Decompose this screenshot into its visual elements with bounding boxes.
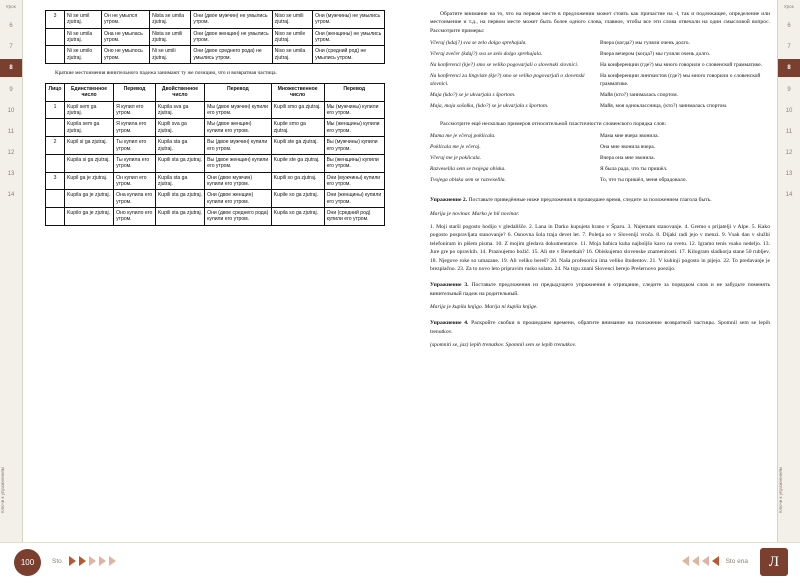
- cell-dual-ru: Они (двое мужчин) не умылись утром.: [191, 11, 272, 29]
- cell-dual-sl: Nista se umili zjutraj.: [150, 28, 191, 46]
- example-slovene: Včeraj me je poklicala.: [430, 155, 482, 162]
- rail-number[interactable]: 10: [7, 107, 15, 114]
- prev-page-controls[interactable]: [48, 556, 116, 566]
- right-rail-vertical-label: Ключи к упражнениям: [778, 466, 783, 513]
- rail-number[interactable]: 9: [787, 86, 791, 93]
- prev-arrow-icon[interactable]: [692, 556, 699, 566]
- example-row: [430, 73, 770, 92]
- cell-dual-sl: Kupili sta ga zjutraj.: [155, 208, 204, 226]
- cell-singular-ru: Она купила его утром.: [114, 190, 156, 208]
- left-rail-title: Урок: [5, 4, 17, 9]
- publisher-logo: Л: [760, 548, 788, 576]
- cell-plural-ru: Вы (мужчины) купили его утром.: [324, 137, 384, 155]
- row-number: [46, 28, 65, 46]
- cell-dual-sl: Nista se umila zjutraj.: [150, 11, 191, 29]
- next-arrow-icon[interactable]: [89, 556, 96, 566]
- rail-number[interactable]: 13: [785, 170, 793, 177]
- header-person: Лицо: [46, 83, 65, 101]
- rail-number[interactable]: 6: [787, 22, 791, 29]
- cell-singular-ru: Ты купила его утром.: [114, 154, 156, 172]
- exercise-4-intro: [430, 319, 770, 336]
- rail-number-active[interactable]: 8: [0, 59, 22, 77]
- rail-number[interactable]: 12: [785, 149, 793, 156]
- rail-number[interactable]: 14: [7, 191, 15, 198]
- example-row: [430, 177, 770, 188]
- rail-number[interactable]: 13: [7, 170, 15, 177]
- cell-dual-sl: Kupila sva ga zjutraj.: [155, 101, 204, 119]
- exercise-3-instruction: Поставьте предложения из предыдущего упражнения в отрицание, следите за порядком слов и не забудьте поменять винительный падеж на родительный.: [430, 282, 770, 297]
- cell-dual-sl: Kupila sta ga zjutraj.: [155, 137, 204, 155]
- cell-plural-ru: Мы (женщины) купили его утром.: [324, 119, 384, 137]
- example-row: [430, 51, 770, 62]
- header-singular-translation: Перевод: [114, 83, 156, 101]
- cell-plural-sl: Kupile ste ga zjutraj.: [271, 154, 324, 172]
- cell-plural-ru: Они (мужчины) купили его утром.: [324, 172, 384, 190]
- example-slovene: Poklicala me je včeraj.: [430, 144, 481, 151]
- cell-singular-sl: Kupil si ga zjutraj.: [65, 137, 114, 155]
- cell-plural-sl: Niso se umili zjutraj.: [272, 11, 312, 29]
- table-row: [46, 154, 385, 172]
- exercise-3-heading: Упражнение 3.: [430, 282, 469, 289]
- example-row: [430, 40, 770, 51]
- rail-number[interactable]: 14: [785, 191, 793, 198]
- exercise-2: [430, 196, 770, 273]
- example-russian: Майя, моя одноклассница, (кто?) занималась спортом.: [600, 102, 728, 109]
- row-number: [46, 208, 65, 226]
- table-row: [46, 190, 385, 208]
- cell-dual-ru: Мы (двое женщин) купили его утром.: [205, 119, 271, 137]
- example-row: [430, 166, 770, 177]
- row-number: [46, 190, 65, 208]
- bottom-right-page-label: Sto ena: [725, 557, 748, 565]
- exercise-2-sample: Marija je novinar. Marko je bil novinar.: [430, 210, 520, 217]
- example-russian: Вчера вечером (когда?) мы гуляли очень долго.: [600, 51, 711, 58]
- rail-number[interactable]: 10: [785, 107, 793, 114]
- row-number: 1: [46, 101, 65, 119]
- left-rail-lesson-numbers: [0, 15, 22, 205]
- exercise-4: [430, 319, 770, 349]
- cell-plural-ru: Они (мужчины) не умылись утром.: [313, 11, 385, 29]
- header-dual-translation: Перевод: [205, 83, 271, 101]
- row-number: 3: [46, 11, 65, 29]
- example-russian: То, что ты пришёл, меня обрадовало.: [600, 177, 687, 184]
- cell-plural-sl: Niso se umile zjutraj.: [272, 28, 312, 46]
- rail-number[interactable]: 11: [785, 128, 793, 135]
- reflexive-past-negative-table: [45, 10, 385, 64]
- cell-dual-ru: Они (двое мужчин) купили его утром.: [205, 172, 271, 190]
- rail-number-active[interactable]: 8: [778, 59, 800, 77]
- cell-singular-ru: Я купил его утром.: [114, 101, 156, 119]
- example-russian: Вчера (когда?) мы гуляли очень долго.: [600, 40, 690, 47]
- exercise-3: [430, 281, 770, 311]
- cell-singular-ru: Оно не умылось утром.: [102, 46, 150, 64]
- row-number: [46, 119, 65, 137]
- left-rail-vertical-label: Ключи к упражнениям: [0, 466, 5, 513]
- example-russian: На конференции лингвистов (где?) мы много говорили о словенской грамматике.: [600, 73, 761, 88]
- right-side-rail: [777, 0, 800, 583]
- table-row: [46, 28, 385, 46]
- exercise-3-intro: [430, 281, 770, 298]
- rail-number[interactable]: 7: [9, 43, 13, 50]
- example-slovene: Včeraj zvečer (kdaj?) sva se zelo dolgo sprehajala.: [430, 51, 543, 58]
- exercise-2-intro: [430, 196, 770, 204]
- cell-singular-ru: Ты купил его утром.: [114, 137, 156, 155]
- cell-dual-sl: Ni se umili zjutraj.: [150, 46, 191, 64]
- cell-dual-ru: Они (двое среднего рода) купили его утром.: [205, 208, 271, 226]
- header-singular: Единственное число: [65, 83, 114, 101]
- caption-paragraph: Краткие местоимения винительного падежа занимают ту же позицию, что и возвратная частица.: [55, 70, 277, 77]
- example-slovene: Razveselila sem se tvojega obiska.: [430, 166, 506, 173]
- cell-plural-ru: Они (женщины) купили его утром.: [324, 190, 384, 208]
- example-row: [430, 144, 770, 155]
- example-russian: Мама мне вчера звонила.: [600, 133, 659, 140]
- cell-dual-ru: Они (двое женщин) купили его утром.: [205, 190, 271, 208]
- cell-singular-ru: Я купила его утром.: [114, 119, 156, 137]
- cell-singular-ru: Она не умылась утром.: [102, 28, 150, 46]
- exercise-4-instruction: Раскройте скобки в прошедшем времени, обратите внимание на положение возвратной частицы. Spomnil sem se lepih trenutkov.: [430, 320, 770, 335]
- table-row: [46, 11, 385, 29]
- exercise-2-heading: Упражнение 2.: [430, 197, 468, 204]
- exercise-4-heading: Упражнение 4.: [430, 320, 469, 327]
- cell-singular-sl: Ni se umilo zjutraj.: [65, 46, 102, 64]
- accusative-pronoun-table: [45, 83, 385, 226]
- rail-number[interactable]: 11: [7, 128, 15, 135]
- example-row: [430, 62, 770, 73]
- example-slovene: Na konferenci (kje?) smo se veliko pogovarjali o slovenski slovnici.: [430, 62, 579, 69]
- cell-singular-ru: Оно купило его утром.: [114, 208, 156, 226]
- next-arrow-icon[interactable]: [109, 556, 116, 566]
- example-russian: Она мне звонила вчера.: [600, 144, 656, 151]
- cell-singular-sl: Kupila si ga zjutraj.: [65, 154, 114, 172]
- table-row: [46, 46, 385, 64]
- table-row: [46, 119, 385, 137]
- cell-dual-ru: Вы (двое женщин) купили его утром.: [205, 154, 271, 172]
- next-arrow-icon[interactable]: [99, 556, 106, 566]
- examples-table-2: [430, 133, 770, 188]
- right-rail-lesson-numbers: [778, 15, 800, 205]
- cell-dual-sl: Kupili sta ga zjutraj.: [155, 154, 204, 172]
- example-russian: Я была рада, что ты пришёл.: [600, 166, 668, 173]
- cell-dual-sl: Kupila sta ga zjutraj.: [155, 172, 204, 190]
- cell-plural-ru: Они (средний род) купили его утром.: [324, 208, 384, 226]
- example-slovene: Mama me je včeraj poklicala.: [430, 133, 496, 140]
- table-row: [46, 137, 385, 155]
- cell-plural-sl: Kupili so ga zjutraj.: [271, 172, 324, 190]
- table-row: [46, 208, 385, 226]
- example-russian: Майя (кто?) занималась спортом.: [600, 92, 678, 99]
- example-slovene: Maja (kdo?) se je ukvarjala s športom.: [430, 92, 516, 99]
- cell-dual-ru: Вы (двое мужчин) купили его утром.: [205, 137, 271, 155]
- cell-plural-ru: Мы (мужчины) купили его утром.: [324, 101, 384, 119]
- cell-singular-sl: Kupil ga je zjutraj.: [65, 172, 114, 190]
- page-number-badge: 100: [14, 549, 41, 576]
- prev-arrow-icon[interactable]: [712, 556, 719, 566]
- right-text-column: [430, 10, 770, 355]
- example-row: [430, 133, 770, 144]
- cell-singular-ru: Он не умылся утром.: [102, 11, 150, 29]
- intro-paragraph: Обратите внимание на то, что на первом месте в предложении может стоять как причастие на -l, так и подлежащее, определение или местоимение и т.д., на первом месте может быть более одного слова, главное, чтобы все эти слова отвечали на один смысловой вопрос. Рассмотрите примеры:: [430, 11, 770, 34]
- cell-dual-sl: Kupili sva ga zjutraj.: [155, 119, 204, 137]
- rail-number[interactable]: 9: [9, 86, 13, 93]
- exercise-3-sample: Marija je kupila knjigo. Marija ni kupila knjige.: [430, 304, 538, 311]
- row-number: 3: [46, 172, 65, 190]
- cell-singular-ru: Он купил его утром.: [114, 172, 156, 190]
- examples-table-1: [430, 40, 770, 114]
- left-side-rail: [0, 0, 23, 583]
- cell-singular-sl: Ni se umil zjutraj.: [65, 11, 102, 29]
- example-slovene: Na konferenci za lingviste (kje?) smo se veliko pogovarjali o slovenski slovnici.: [430, 73, 585, 88]
- cell-dual-sl: Kupili sta ga zjutraj.: [155, 190, 204, 208]
- exercise-2-instruction: Поставьте приведённые ниже предложения в прошедшее время, следите за положением глагола быть.: [468, 197, 712, 204]
- cell-singular-sl: Ni se umila zjutraj.: [65, 28, 102, 46]
- next-arrow-icon[interactable]: [69, 556, 76, 566]
- example-row: [430, 155, 770, 166]
- prev-arrow-icon[interactable]: [682, 556, 689, 566]
- table-row: [46, 101, 385, 119]
- rail-number[interactable]: 12: [7, 149, 15, 156]
- cell-dual-ru: Мы (двое мужчин) купили его утром.: [205, 101, 271, 119]
- next-arrow-icon[interactable]: [79, 556, 86, 566]
- rail-number[interactable]: 7: [787, 43, 791, 50]
- example-slovene: Maja, moja sošolka, (kdo?) se je ukvarjala s športom.: [430, 102, 549, 109]
- cell-singular-sl: Kupila ga je zjutraj.: [65, 190, 114, 208]
- cell-singular-sl: Kupila sem ga zjutraj.: [65, 119, 114, 137]
- row-number: [46, 46, 65, 64]
- cell-plural-sl: Kupili smo ga zjutraj.: [271, 101, 324, 119]
- example-row: [430, 103, 770, 114]
- prev-arrow-icon[interactable]: [702, 556, 709, 566]
- bottom-navigation-bar: [0, 542, 800, 583]
- cell-plural-ru: Они (женщины) не умылись утром.: [313, 28, 385, 46]
- cell-plural-sl: Kupila so ga zjutraj.: [271, 208, 324, 226]
- right-rail-title: Урок: [783, 4, 795, 9]
- example-row: [430, 92, 770, 103]
- cell-plural-sl: Niso se umila zjutraj.: [272, 46, 312, 64]
- example-russian: На конференции (где?) мы много говорили о словенской грамматике.: [600, 62, 763, 69]
- example-slovene: Tvojega obiska sem se razveselila.: [430, 177, 506, 184]
- cell-plural-ru: Они (средний род) не умылись утром.: [313, 46, 385, 64]
- table-header-row: [46, 83, 385, 101]
- cell-dual-ru: Они (двое женщин) не умылись утром.: [191, 28, 272, 46]
- header-plural-translation: Перевод: [324, 83, 384, 101]
- example-russian: Вчера она мне звонила.: [600, 155, 655, 162]
- cell-plural-sl: Kupili ste ga zjutraj.: [271, 137, 324, 155]
- example-slovene: Včeraj (kdaj?) sva se zelo dolgo sprehajala.: [430, 40, 527, 47]
- cell-singular-sl: Kupilo ga je zjutraj.: [65, 208, 114, 226]
- rail-number[interactable]: 6: [9, 22, 13, 29]
- left-text-column: [45, 10, 385, 226]
- row-number: [46, 154, 65, 172]
- cell-singular-sl: Kupil sem ga zjutraj.: [65, 101, 114, 119]
- cell-plural-sl: Kupile smo ga zjutraj.: [271, 119, 324, 137]
- cell-plural-sl: Kupile so ga zjutraj.: [271, 190, 324, 208]
- cell-dual-ru: Они (двое среднего рода) не умылись утром.: [191, 46, 272, 64]
- row-number: 2: [46, 137, 65, 155]
- cell-plural-ru: Вы (женщины) купили его утром.: [324, 154, 384, 172]
- header-plural: Множественное число: [271, 83, 324, 101]
- table-row: [46, 172, 385, 190]
- exercise-2-items: 1. Moji starši pogosto hodijo v gledališče. 2. Lana in Darko kupujeta hrano v Šparu. 3. Najemam stanovanje. 4. Gremo s prijatelji v Alpe. 5. Kako pogosto pospravljata stanovanje? 6. Osnovna šola traja devet let. 7. Poletja so v Sloveniji vroča. 8. Dijaki radi jejo v menzi. 9. Vsak dan v službi telefoniram in pišem pisma. 10. Z mojim gledava dokumentarce. 11. Moja babica kuha najboljšo kavo na svetu. 12. Igramo tenis vsako nedeljo. 13. Jure gre po opravkih. 14. Praznujemo božič. 15. Ali ste v Benetkah? 16. Obiskujemo slovenske znamenitosti. 17. Kilogram sladkorja stane 50 rubljev. 18. Njegove roke so umazane. 19. Ali veliko bereš? 20. Naša profesorica ima veliko študentov. 21. V kuhinji pogosto in pijejo. 22. To predavanje je brezplačno. 23. Za to novo leto pripravim rusko solato. 24. Na trgu znani Slovenci berejo Prešernovo poezijo.: [430, 223, 770, 272]
- next-page-controls[interactable]: [682, 556, 752, 566]
- exercise-4-sample: (spomniti se, jaz) lepih trenutkov. Spomnil sem se lepih trenutkov.: [430, 342, 577, 349]
- bottom-left-page-label: Sto: [52, 557, 62, 565]
- second-intro-paragraph: Рассмотрите ещё несколько примеров относительной пластичности словенского порядка слов:: [440, 120, 667, 127]
- header-dual: Двойственное число: [155, 83, 204, 101]
